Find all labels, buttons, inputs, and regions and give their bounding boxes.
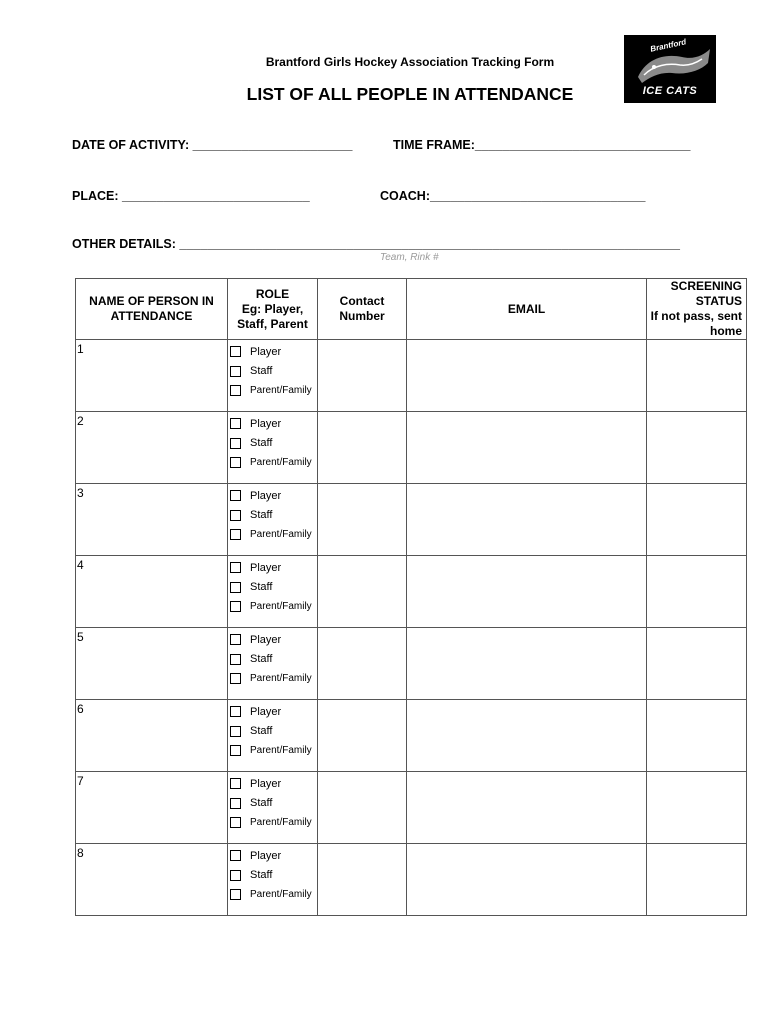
contact-cell[interactable]: [318, 412, 407, 484]
role-option: [230, 669, 317, 689]
role-checkbox[interactable]: [230, 850, 241, 861]
role-checkbox[interactable]: [230, 726, 241, 737]
role-checkbox[interactable]: [230, 889, 241, 900]
contact-cell[interactable]: [318, 844, 407, 916]
name-cell[interactable]: [76, 844, 228, 916]
role-option: [230, 434, 317, 454]
role-cell: [228, 772, 318, 844]
logo-ice-cats-text: ICE CATS: [642, 85, 698, 97]
page-title: LIST OF ALL PEOPLE IN ATTENDANCE: [246, 84, 574, 104]
name-cell[interactable]: [76, 772, 228, 844]
role-option: [230, 885, 317, 905]
role-option-label: Player: [250, 489, 282, 502]
role-checkbox[interactable]: [230, 706, 241, 717]
name-cell[interactable]: [76, 556, 228, 628]
role-checkbox[interactable]: [230, 634, 241, 645]
role-option-label: Parent/Family: [250, 457, 312, 469]
header-name: NAME OF PERSON IN ATTENDANCE: [76, 279, 228, 340]
role-option-label: Parent/Family: [250, 889, 312, 901]
row-number: 1: [77, 342, 84, 356]
role-option: [230, 342, 317, 362]
contact-cell[interactable]: [318, 340, 407, 412]
role-checkbox[interactable]: [230, 346, 241, 357]
role-checkbox[interactable]: [230, 438, 241, 449]
name-cell[interactable]: [76, 340, 228, 412]
role-option: [230, 362, 317, 382]
role-option-label: Parent/Family: [250, 673, 312, 685]
screening-status-cell[interactable]: [647, 484, 747, 556]
role-option: [230, 414, 317, 434]
email-cell[interactable]: [407, 340, 647, 412]
role-checkbox[interactable]: [230, 582, 241, 593]
contact-cell[interactable]: [318, 556, 407, 628]
role-option: [230, 506, 317, 526]
email-cell[interactable]: [407, 556, 647, 628]
role-option-label: Staff: [250, 437, 273, 450]
table-row: [76, 700, 747, 772]
row-number: 4: [77, 558, 84, 572]
role-option: [230, 486, 317, 506]
role-checkbox[interactable]: [230, 817, 241, 828]
header-contact: Contact Number: [318, 279, 407, 340]
role-cell: [228, 628, 318, 700]
time-frame-field[interactable]: TIME FRAME:_______________________________: [393, 138, 691, 152]
name-cell[interactable]: [76, 484, 228, 556]
role-checkbox[interactable]: [230, 745, 241, 756]
row-number: 7: [77, 774, 84, 788]
role-checkbox[interactable]: [230, 601, 241, 612]
row-number: 2: [77, 414, 84, 428]
role-option: [230, 741, 317, 761]
role-option-label: Parent/Family: [250, 385, 312, 397]
role-checkbox[interactable]: [230, 529, 241, 540]
email-cell[interactable]: [407, 844, 647, 916]
role-option-label: Staff: [250, 797, 273, 810]
attendance-table: [75, 278, 747, 916]
email-cell[interactable]: [407, 484, 647, 556]
date-of-activity-field[interactable]: DATE OF ACTIVITY: _______________________: [72, 138, 353, 152]
role-cell: [228, 844, 318, 916]
role-option: [230, 453, 317, 473]
table-row: [76, 340, 747, 412]
other-details-field[interactable]: OTHER DETAILS: ________________________________________________________________________: [72, 237, 680, 251]
role-cell: [228, 484, 318, 556]
role-checkbox[interactable]: [230, 490, 241, 501]
name-cell[interactable]: [76, 700, 228, 772]
logo-brand-text: Brantford: [649, 37, 687, 54]
role-option: [230, 774, 317, 794]
role-checkbox[interactable]: [230, 366, 241, 377]
role-option-label: Staff: [250, 365, 273, 378]
screening-status-cell[interactable]: [647, 340, 747, 412]
email-cell[interactable]: [407, 628, 647, 700]
email-cell[interactable]: [407, 700, 647, 772]
table-row: [76, 484, 747, 556]
role-checkbox[interactable]: [230, 562, 241, 573]
place-field[interactable]: PLACE: ___________________________: [72, 189, 310, 203]
name-cell[interactable]: [76, 628, 228, 700]
email-cell[interactable]: [407, 772, 647, 844]
role-option-label: Player: [250, 705, 282, 718]
contact-cell[interactable]: [318, 628, 407, 700]
header-email: EMAIL: [407, 279, 647, 340]
table-row: [76, 412, 747, 484]
screening-status-cell[interactable]: [647, 628, 747, 700]
role-checkbox[interactable]: [230, 798, 241, 809]
table-header-row: [76, 279, 747, 340]
role-option-label: Player: [250, 345, 282, 358]
role-cell: [228, 340, 318, 412]
email-cell[interactable]: [407, 412, 647, 484]
other-details-hint: Team, Rink #: [380, 252, 439, 263]
role-option-label: Staff: [250, 869, 273, 882]
screening-status-cell[interactable]: [647, 556, 747, 628]
role-option: [230, 578, 317, 598]
row-number: 8: [77, 846, 84, 860]
screening-status-cell[interactable]: [647, 700, 747, 772]
role-checkbox[interactable]: [230, 385, 241, 396]
contact-cell[interactable]: [318, 484, 407, 556]
screening-status-cell[interactable]: [647, 844, 747, 916]
role-option: [230, 702, 317, 722]
ice-cats-logo: [624, 35, 716, 103]
role-option: [230, 525, 317, 545]
role-option-label: Parent/Family: [250, 817, 312, 829]
role-checkbox[interactable]: [230, 870, 241, 881]
row-number: 6: [77, 702, 84, 716]
role-checkbox[interactable]: [230, 673, 241, 684]
row-number: 5: [77, 630, 84, 644]
table-row: [76, 628, 747, 700]
role-option-label: Player: [250, 633, 282, 646]
role-option-label: Player: [250, 777, 282, 790]
role-option: [230, 597, 317, 617]
table-row: [76, 844, 747, 916]
role-option-label: Staff: [250, 653, 273, 666]
role-option: [230, 846, 317, 866]
table-row: [76, 556, 747, 628]
form-org-title: Brantford Girls Hockey Association Tracking Form: [265, 55, 555, 69]
table-row: [76, 772, 747, 844]
role-option-label: Staff: [250, 725, 273, 738]
header-screening-status: SCREENING STATUS If not pass, sent home: [647, 279, 747, 340]
contact-cell[interactable]: [318, 700, 407, 772]
header-role: ROLE Eg: Player, Staff, Parent: [228, 279, 318, 340]
screening-status-cell[interactable]: [647, 772, 747, 844]
role-option-label: Parent/Family: [250, 745, 312, 757]
role-option-label: Player: [250, 561, 282, 574]
role-checkbox[interactable]: [230, 457, 241, 468]
role-option: [230, 381, 317, 401]
role-option-label: Parent/Family: [250, 529, 312, 541]
role-cell: [228, 556, 318, 628]
row-number: 3: [77, 486, 84, 500]
screening-status-cell[interactable]: [647, 412, 747, 484]
role-checkbox[interactable]: [230, 778, 241, 789]
role-option-label: Staff: [250, 581, 273, 594]
contact-cell[interactable]: [318, 772, 407, 844]
name-cell[interactable]: [76, 412, 228, 484]
role-checkbox[interactable]: [230, 418, 241, 429]
role-option: [230, 630, 317, 650]
role-option-label: Staff: [250, 509, 273, 522]
role-option: [230, 558, 317, 578]
role-option-label: Player: [250, 849, 282, 862]
role-checkbox[interactable]: [230, 510, 241, 521]
role-cell: [228, 412, 318, 484]
role-option: [230, 866, 317, 886]
role-option: [230, 650, 317, 670]
role-option-label: Player: [250, 417, 282, 430]
coach-field[interactable]: COACH:_______________________________: [380, 189, 646, 203]
role-option-label: Parent/Family: [250, 601, 312, 613]
role-option: [230, 794, 317, 814]
role-cell: [228, 700, 318, 772]
role-option: [230, 722, 317, 742]
role-checkbox[interactable]: [230, 654, 241, 665]
role-option: [230, 813, 317, 833]
